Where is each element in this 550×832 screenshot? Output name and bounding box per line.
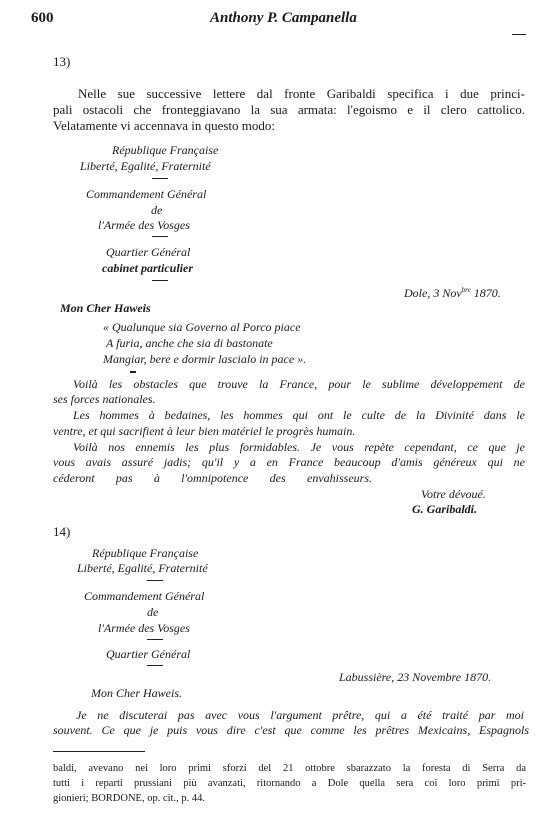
republic-motto: Liberté, Egalité, Fraternité [80,159,211,173]
footnote-line-3-text: gionieri; [53,793,89,804]
header-mark [512,34,526,35]
body-line-5: Voilà nos ennemis les plus formidables. Je vous repète cependant, ce que je [73,440,525,454]
command-line-2: de [151,203,163,217]
command-line-1: Commandement Général [84,589,205,603]
verse-line-2: A furia, anche che sia di bastonate [106,336,273,350]
command-line-1: Commandement Général [86,187,207,201]
intro-line-3: Velatamente vi accennava in questo modo: [53,118,276,133]
body-line-1: Voilà les obstacles que trouve la France, pour le sublime développement de [73,377,525,391]
note-14-number: 14) [53,524,71,539]
separator [147,665,163,666]
command-line-2: de [147,605,159,619]
separator [152,236,168,237]
footnote-author: BORDONE [91,793,142,804]
place-date-sup: bre [461,286,471,294]
separator [152,280,168,281]
republic-motto: Liberté, Egalité, Fraternité [77,561,208,575]
place-date-year: 1870. [470,286,501,300]
salutation: Mon Cher Haweis. [91,686,182,700]
running-title: Anthony P. Campanella [210,10,357,26]
salutation: Mon Cher Haweis [60,301,151,315]
command-line-3: l'Armée des Vosges [98,218,190,232]
verse-line-3: Mangiar, bere e dormir lascialo in pace ». [103,352,307,366]
body-line-2: souvent. Ce que je puis vous dire c'est que comme les prêtres Mexicains, Espagnols [53,723,529,737]
verse-line-1: « Qualunque sia Governo al Porco piace [103,320,301,334]
footnote-rule [53,751,145,752]
republic-heading: République Française [112,143,219,157]
body-line-7: céderont pas à l'omnipotence des envahisseurs. [53,471,372,485]
intro-line-2: pali ostacoli che fronteggiavano la sua armata: l'egoismo e il clero cattolico. [53,102,525,117]
command-line-3: l'Armée des Vosges [98,621,190,635]
signature: G. Garibaldi. [412,502,478,516]
footnote-line-1: baldi, avevano nei loro primi sforzi del 21 ottobre sbarazzato la foresta di Serra da [53,763,526,774]
intro-line-1: Nelle sue successive lettere dal fronte Garibaldi specifica i due princi- [78,86,525,101]
hq-line: Quartier Général [106,245,191,259]
cabinet-line: cabinet particulier [102,261,193,275]
footnote-line-2: tutti i reparti prussiani più avanzati, ritornando a Dole quella sera coi loro primi pri- [53,778,526,789]
small-mark [130,371,136,373]
place-date: Labussière, 23 Novembre 1870. [339,670,492,684]
note-13-number: 13) [53,54,71,69]
body-line-2: ses forces nationales. [53,392,156,406]
body-line-3: Les hommes à bedaines, les hommes qui ont le culte de la Divinité dans le [73,408,525,422]
separator [147,580,163,581]
hq-line: Quartier Général [106,647,191,661]
closing: Votre dévoué. [421,487,486,501]
body-line-6: vous avais assuré jadis; qu'il y a en France beaucoup d'amis généreux qui ne [53,455,525,469]
footnote-source: , op. cit., p. 44. [141,793,205,804]
body-line-4: ventre, et qui sacrifient à leur bien matériel le progrès humain. [53,424,356,438]
place-date-text: Dole, 3 Nov [404,286,462,300]
footnote-line-3 [53,793,205,804]
place-date [404,286,501,301]
page-number: 600 [31,10,54,26]
republic-heading: République Française [92,546,199,560]
separator [152,178,168,179]
separator [147,639,163,640]
body-line-1: Je ne discuterai pas avec vous l'argument prêtre, qui a été traité par moi [76,708,524,722]
